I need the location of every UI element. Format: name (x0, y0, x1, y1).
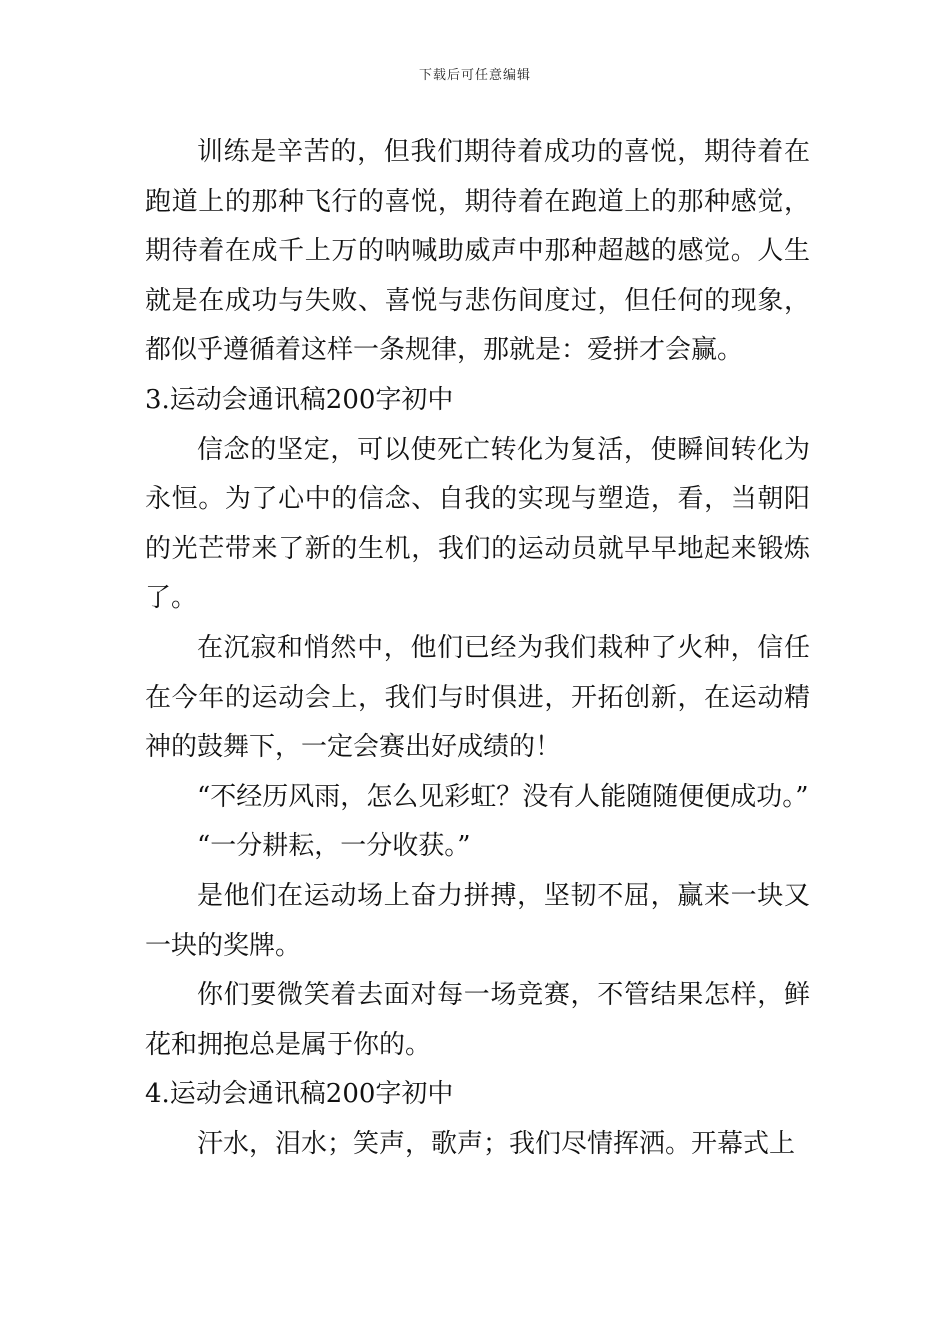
document-body (145, 128, 810, 1169)
quote: “一分耕耘，一分收获。” (197, 831, 471, 862)
paragraph: 信念的坚定，可以使死亡转化为复活，使瞬间转化为永恒。为了心中的信念、自我的实现与塑造，看，当朝阳的光芒带来了新的生机，我们的运动员就早早地起来锻炼了。 (145, 434, 810, 614)
section-heading: 3.运动会通讯稿200字初中 (145, 384, 454, 415)
paragraph: 在沉寂和悄然中，他们已经为我们栽种了火种，信任在今年的运动会上，我们与时俱进，开拓创新，在运动精神的鼓舞下，一定会赛出好成绩的！ (145, 632, 810, 763)
paragraph: 训练是辛苦的，但我们期待着成功的喜悦，期待着在跑道上的那种飞行的喜悦，期待着在跑道上的那种感觉，期待着在成千上万的呐喊助威声中那种超越的感觉。人生就是在成功与失败、喜悦与悲伤间度过，但任何的现象，都似乎遵循着这样一条规律，那就是：爱拼才会赢。 (145, 137, 810, 366)
paragraph: 汗水，泪水；笑声，歌声；我们尽情挥洒。开幕式上 (197, 1128, 796, 1159)
section-heading: 4.运动会通讯稿200字初中 (145, 1079, 454, 1110)
paragraph: 你们要微笑着去面对每一场竞赛，不管结果怎样，鲜花和拥抱总是属于你的。 (145, 980, 810, 1060)
page-header: 下载后可任意编辑 (418, 68, 531, 83)
quote: “不经历风雨，怎么见彩虹？没有人能随随便便成功。” (197, 781, 809, 812)
paragraph: 是他们在运动场上奋力拼搏，坚韧不屈，赢来一块又一块的奖牌。 (145, 880, 810, 961)
